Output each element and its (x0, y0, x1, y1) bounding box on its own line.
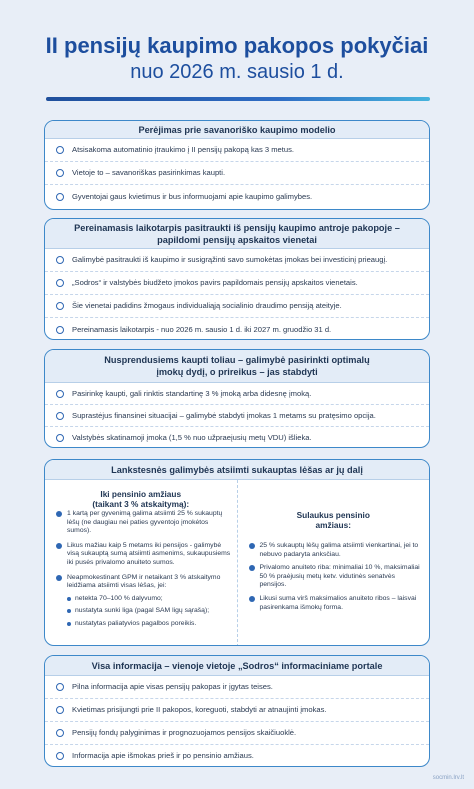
card-heading: Perėjimas prie savanoriško kaupimo modelio (45, 121, 429, 139)
dot-bullet-icon (249, 596, 255, 602)
list-item: Neapmokestinant GPM ir netaikant 3 % atskaitymo leidžiama atsiimti visas lėšas, jei: (45, 574, 237, 591)
list-item: Likus mažiau kaip 5 metams iki pensijos - galimybė visą sukauptą sumą atsiimti asmenims, sukaupusiems iki pusės privalomo anuiteto sumos. (45, 542, 237, 568)
card-heading: Visa informacija – vienoje vietoje „Sodros“ informaciniame portale (45, 656, 429, 676)
circle-bullet-icon (56, 256, 64, 264)
list-item: Informacija apie išmokas prieš ir po pensinio amžiaus. (45, 745, 429, 766)
sub-list-item: netekta 70–100 % dalyvumo; (45, 595, 237, 604)
circle-bullet-icon (56, 146, 64, 154)
page-subtitle: nuo 2026 m. sausio 1 d. (130, 61, 344, 83)
list-item: Pasirinkę kaupti, gali rinktis standartinę 3 % įmoką arba didesnę įmoką. (45, 383, 429, 405)
list-item: Pensijų fondų palyginimas ir prognozuojamos pensijos skaičiuoklė. (45, 722, 429, 745)
sub-list-item: nustatyta sunki liga (pagal SAM ligų sąrašą); (45, 607, 237, 616)
list-item: Likusi suma virš maksimalios anuiteto ribos – laisvai pasirenkama išmokų forma. (238, 595, 430, 612)
circle-bullet-icon (56, 706, 64, 714)
column-heading: Iki pensinio amžiaus (taikant 3 % atskaitymą): (92, 489, 190, 509)
circle-bullet-icon (56, 390, 64, 398)
list-item: Kvietimas prisijungti prie II pakopos, koreguoti, stabdyti ar atnaujinti įmokas. (45, 699, 429, 722)
card-heading: Pereinamasis laikotarpis pasitraukti iš pensijų kaupimo antroje pakopoje – papildomi pensijų apskaitos vienetai (45, 219, 429, 249)
list-item: Pereinamasis laikotarpis - nuo 2026 m. sausio 1 d. iki 2027 m. gruodžio 31 d. (45, 318, 429, 340)
list-item: Atsisakoma automatinio įtraukimo į II pensijų pakopą kas 3 metus. (45, 139, 429, 162)
dot-bullet-icon (67, 609, 71, 613)
dot-bullet-icon (67, 622, 71, 626)
circle-bullet-icon (56, 302, 64, 310)
circle-bullet-icon (56, 193, 64, 201)
card-voluntary-model (44, 120, 430, 210)
list-item: Privalomo anuiteto riba: minimaliai 10 %, maksimaliai 50 % praėjusių metų ketv. vidutinės senatvės pensijos. (238, 564, 430, 590)
list-item: 25 % sukauptų lėšų galima atsiimti vienkartinai, jei to nebuvo padaryta anksčiau. (238, 542, 430, 559)
column-heading: Sulaukus pensinio amžiaus: (296, 510, 370, 530)
list-item: 1 kartą per gyvenimą galima atsiimti 25 % sukauptų lėšų (ne daugiau nei paties gyventojo įmokėtos sumos). (45, 510, 237, 536)
dot-bullet-icon (249, 565, 255, 571)
sub-list-item: nustatytas paliatyvios pagalbos poreikis. (45, 620, 237, 629)
title-underline (46, 97, 430, 101)
dot-bullet-icon (249, 543, 255, 549)
card-heading: Nusprendusiems kaupti toliau – galimybė pasirinkti optimalų įmokų dydį, o prireikus – jas stabdyti (45, 350, 429, 383)
circle-bullet-icon (56, 752, 64, 760)
list-item: Gyventojai gaus kvietimus ir bus informuojami apie kaupimo galimybes. (45, 185, 429, 208)
list-item: Galimybė pasitraukti iš kaupimo ir susigrąžinti savo sumokėtas įmokas bei investicinį prieaugį. (45, 249, 429, 272)
circle-bullet-icon (56, 434, 64, 442)
card-heading: Lankstesnės galimybės atsiimti sukauptas lėšas ar jų dalį (45, 460, 429, 480)
list-item: Valstybės skatinamoji įmoka (1,5 % nuo užpraeįusių metų VDU) išlieka. (45, 427, 429, 448)
card-contribution-choice (44, 349, 430, 448)
list-item: „Sodros“ ir valstybės biudžeto įmokos pavirs papildomais pensijų apskaitos vienetais. (45, 272, 429, 295)
dot-bullet-icon (56, 575, 62, 581)
list-item: Vietoje to – savanoriškas pasirinkimas kaupti. (45, 162, 429, 185)
list-item: Suprastėjus finansinei situacijai – galimybė stabdyti įmokas 1 metams su pratęsimo opcija. (45, 405, 429, 427)
dot-bullet-icon (67, 597, 71, 601)
circle-bullet-icon (56, 279, 64, 287)
column-after-retirement (238, 480, 430, 646)
circle-bullet-icon (56, 412, 64, 420)
circle-bullet-icon (56, 683, 64, 691)
circle-bullet-icon (56, 169, 64, 177)
card-transition-period (44, 218, 430, 340)
dot-bullet-icon (56, 543, 62, 549)
list-item: Pilna informacija apie visas pensijų pakopas ir įgytas teises. (45, 676, 429, 699)
page-title: II pensijų kaupimo pakopos pokyčiai (45, 33, 429, 58)
dot-bullet-icon (56, 511, 62, 517)
card-sodra-portal (44, 655, 430, 767)
circle-bullet-icon (56, 326, 64, 334)
card-flexible-withdrawal (44, 459, 430, 646)
circle-bullet-icon (56, 729, 64, 737)
list-item: Šie vienetai padidins žmogaus individualiąją socialinio draudimo pensiją ateityje. (45, 295, 429, 318)
source-credit: socmin.lrv.lt (432, 775, 464, 781)
column-before-retirement (45, 480, 238, 646)
